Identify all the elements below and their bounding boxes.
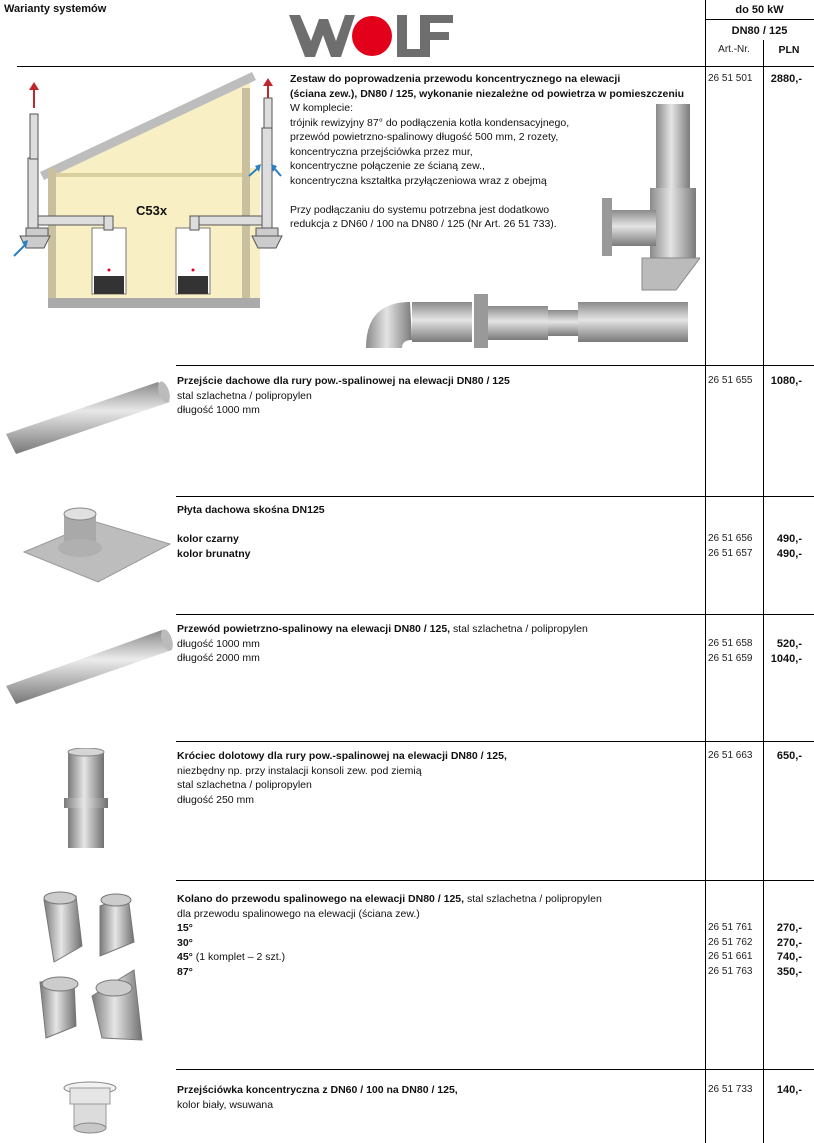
- item-2-art-0: 26 51 656: [708, 533, 753, 544]
- adapter-image: [60, 1080, 120, 1138]
- item-3-line-0: długość 1000 mm: [177, 637, 260, 650]
- row-rule-2: [176, 496, 814, 497]
- item-5-price-1: 270,-: [776, 937, 802, 949]
- item-0-line-3: koncentryczna przejściówka przez mur,: [290, 145, 473, 158]
- item-5-variant-2-row: [177, 950, 697, 965]
- item-0-price: 2880,-: [770, 73, 802, 85]
- item-0-title-line-1: Zestaw do poprowadzenia przewodu koncentrycznego na elewacji: [290, 73, 621, 85]
- item-5-art-2: 26 51 661: [708, 951, 753, 962]
- item-3-art-0: 26 51 658: [708, 638, 753, 649]
- item-0-line-5: koncentryczna kształtka przyłączeniowa wraz z obejmą: [290, 174, 547, 187]
- section-title: Warianty systemów: [4, 3, 107, 15]
- item-0-line-8: redukcja z DN60 / 100 na DN80 / 125 (Nr Art. 26 51 733).: [290, 218, 557, 230]
- item-4-title: Króciec dolotowy dla rury pow.-spalinowej na elewacji DN80 / 125,: [177, 750, 507, 762]
- item-4-line-2: długość 250 mm: [177, 793, 255, 806]
- wolf-logo: [289, 9, 453, 63]
- item-2-line-1: kolor brunatny: [177, 547, 251, 560]
- item-1-art: 26 51 655: [708, 375, 753, 386]
- item-6-text: [177, 1083, 697, 1112]
- item-0-title-line-2: (ściana zew.), DN80 / 125, wykonanie niezależne od powietrza w pomieszczeniu: [290, 87, 685, 100]
- row-rule-4: [176, 741, 814, 742]
- item-1-line-0: stal szlachetna / polipropylen: [177, 389, 312, 402]
- item-4-text: [177, 749, 697, 807]
- header-bottom-rule: [17, 66, 814, 67]
- item-4-price: 650,-: [776, 750, 802, 762]
- item-5-art-3: 26 51 763: [708, 966, 753, 977]
- item-6-price: 140,-: [776, 1084, 802, 1096]
- item-0-line-0: W komplecie:: [290, 102, 354, 114]
- roof-passage-image: [2, 376, 174, 456]
- roof-plate-image: [22, 500, 172, 584]
- column-divider-left: [705, 0, 706, 1143]
- col-art-header: Art.-Nr.: [718, 44, 750, 55]
- item-4-line-0: niezbędny np. przy instalacji konsoli zew. pod ziemią: [177, 764, 422, 777]
- item-2-art-1: 26 51 657: [708, 548, 753, 559]
- elbows-image: [30, 886, 170, 1046]
- item-0-art: 26 51 501: [708, 73, 753, 84]
- item-2-price-1: 490,-: [776, 548, 802, 560]
- item-2-spacer: [177, 518, 697, 533]
- item-5-variant-note: (1 komplet – 2 szt.): [192, 951, 286, 963]
- item-6-line-0: kolor biały, wsuwana: [177, 1098, 274, 1111]
- item-2-price-0: 490,-: [776, 533, 802, 545]
- item-5-title-row: [177, 892, 697, 907]
- item-3-title-row: [177, 622, 697, 637]
- item-2-title: Płyta dachowa skośna DN125: [177, 504, 325, 516]
- item-6-art: 26 51 733: [708, 1084, 753, 1095]
- row-rule-1: [176, 365, 814, 366]
- item-3-price-1: 1040,-: [770, 653, 802, 665]
- row-rule-6: [176, 1069, 814, 1070]
- item-1-text: [177, 374, 697, 418]
- item-5-title-suffix: stal szlachetna / polipropylen: [464, 893, 602, 905]
- set-components-image: [350, 98, 700, 360]
- item-5-title: Kolano do przewodu spalinowego na elewacji DN80 / 125,: [177, 893, 465, 905]
- item-5-variant-2: 45°: [177, 951, 193, 963]
- item-0-line-2: przewód powietrzno-spalinowy długość 500 mm, 2 rozety,: [290, 131, 559, 143]
- item-3-art-1: 26 51 659: [708, 653, 753, 664]
- item-4-line-1: stal szlachetna / polipropylen: [177, 779, 312, 791]
- item-5-text: [177, 892, 697, 979]
- item-5-price-3: 350,-: [776, 966, 802, 978]
- item-1-title: Przejście dachowe dla rury pow.-spalinowej na elewacji DN80 / 125: [177, 375, 510, 387]
- item-0-line-4: koncentryczne połączenie ze ścianą zew.,: [290, 160, 485, 172]
- col-pln-header: PLN: [778, 44, 800, 56]
- dn-label: DN80 / 125: [731, 25, 788, 37]
- item-4-art: 26 51 663: [708, 750, 753, 761]
- item-1-line-1: długość 1000 mm: [177, 404, 260, 416]
- power-rule: [705, 19, 814, 20]
- item-5-art-1: 26 51 762: [708, 937, 753, 948]
- flue-pipe-image: [2, 624, 174, 706]
- item-3-text: [177, 622, 697, 666]
- item-3-line-1: długość 2000 mm: [177, 652, 260, 664]
- item-3-title-suffix: stal szlachetna / polipropylen: [450, 623, 588, 635]
- item-5-price-2: 740,-: [776, 951, 802, 963]
- item-3-price-0: 520,-: [776, 638, 802, 650]
- item-1-price: 1080,-: [770, 375, 802, 387]
- item-5-variant-3: 87°: [177, 965, 193, 978]
- item-5-art-0: 26 51 761: [708, 922, 753, 933]
- item-0-line-1: trójnik rewizyjny 87° do podłączenia kotła kondensacyjnego,: [290, 116, 570, 129]
- item-5-price-0: 270,-: [776, 922, 802, 934]
- item-6-title: Przejściówka koncentryczna z DN60 / 100 na DN80 / 125,: [177, 1084, 458, 1096]
- item-5-line-0: dla przewodu spalinowego na elewacji (ściana zew.): [177, 907, 420, 920]
- item-5-variant-0: 15°: [177, 922, 193, 934]
- item-5-variant-1: 30°: [177, 936, 193, 949]
- item-2-line-0: kolor czarny: [177, 533, 239, 545]
- row-rule-5: [176, 880, 814, 881]
- power-label: do 50 kW: [735, 4, 784, 16]
- item-2-text: [177, 503, 697, 561]
- item-3-title: Przewód powietrzno-spalinowy na elewacji DN80 / 125,: [177, 623, 451, 635]
- row-rule-3: [176, 614, 814, 615]
- diagram-label: C53x: [136, 203, 168, 218]
- system-diagram: [0, 68, 290, 313]
- inlet-pipe-image: [62, 748, 112, 854]
- item-0-line-7: Przy podłączaniu do systemu potrzebna jest dodatkowo: [290, 203, 550, 216]
